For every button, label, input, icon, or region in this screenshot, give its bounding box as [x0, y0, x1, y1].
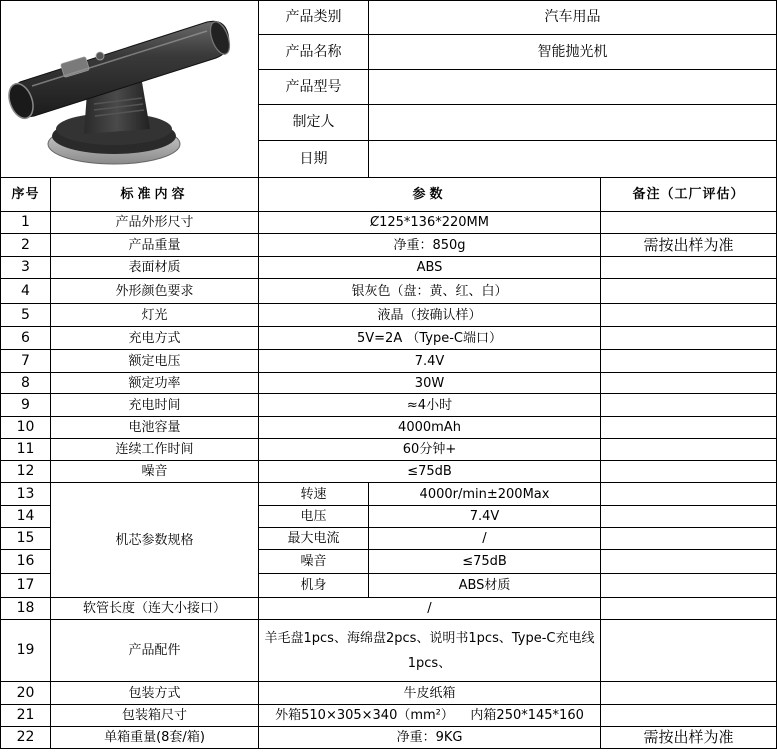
row-seq: 7: [1, 350, 51, 373]
column-header-item: 标准内容: [51, 178, 259, 212]
row-seq: 1: [1, 212, 51, 234]
row-param: 4000mAh: [259, 417, 601, 439]
row-item: 灯光: [51, 304, 259, 327]
row-seq: 19: [1, 620, 51, 682]
column-header-param: 参数: [259, 178, 601, 212]
row-seq: 11: [1, 439, 51, 461]
row-note: [601, 461, 777, 483]
header-value: [369, 105, 777, 141]
core-sub-label: 转速: [259, 483, 369, 506]
row-note: [601, 528, 777, 550]
row-seq: 8: [1, 373, 51, 394]
header-value: [369, 141, 777, 178]
row-item: 额定电压: [51, 350, 259, 373]
core-sub-value: 4000r/min±200Max: [369, 483, 601, 506]
row-note: 需按出样为准: [601, 727, 777, 749]
column-header-seq: 序号: [1, 178, 51, 212]
row-param: ≈4小时: [259, 394, 601, 417]
row-note: [601, 550, 777, 574]
core-sub-label: 机身: [259, 574, 369, 598]
row-note: [601, 483, 777, 506]
header-label: 制定人: [259, 105, 369, 141]
row-param: 30W: [259, 373, 601, 394]
row-note: 需按出样为准: [601, 234, 777, 257]
row-param: Ȼ125*136*220MM: [259, 212, 601, 234]
row-item: 噪音: [51, 461, 259, 483]
row-seq: 21: [1, 705, 51, 727]
row-seq: 9: [1, 394, 51, 417]
row-item: 外形颜色要求: [51, 279, 259, 304]
row-item: 包装箱尺寸: [51, 705, 259, 727]
core-sub-label: 噪音: [259, 550, 369, 574]
row-seq: 2: [1, 234, 51, 257]
row-item: 额定功率: [51, 373, 259, 394]
row-param: /: [259, 598, 601, 620]
row-seq: 5: [1, 304, 51, 327]
row-item: 包装方式: [51, 682, 259, 705]
row-seq: 12: [1, 461, 51, 483]
core-sub-label: 电压: [259, 506, 369, 528]
row-note: [601, 417, 777, 439]
row-item: 电池容量: [51, 417, 259, 439]
header-value: [369, 70, 777, 105]
row-seq: 20: [1, 682, 51, 705]
row-param: 5V=2A （Type-C端口）: [259, 327, 601, 350]
row-note: [601, 327, 777, 350]
row-note: [601, 620, 777, 682]
core-item: 机芯参数规格: [51, 483, 259, 598]
row-note: [601, 439, 777, 461]
header-value: 汽车用品: [369, 1, 777, 35]
row-seq: 22: [1, 727, 51, 749]
polisher-product-image: [2, 4, 257, 174]
header-label: 产品型号: [259, 70, 369, 105]
row-item: 产品配件: [51, 620, 259, 682]
row-param: 60分钟+: [259, 439, 601, 461]
row-seq: 15: [1, 528, 51, 550]
product-image-cell: [1, 1, 259, 178]
row-item: 产品重量: [51, 234, 259, 257]
row-param: 净重：9KG: [259, 727, 601, 749]
row-item: 软管长度（连大小接口）: [51, 598, 259, 620]
row-param: 7.4V: [259, 350, 601, 373]
row-note: [601, 506, 777, 528]
header-label: 产品类别: [259, 1, 369, 35]
row-param: 液晶（按确认样）: [259, 304, 601, 327]
row-seq: 14: [1, 506, 51, 528]
row-note: [601, 682, 777, 705]
row-seq: 6: [1, 327, 51, 350]
row-param: 外箱510×305×340（mm²） 内箱250*145*160: [259, 705, 601, 727]
row-param: ≤75dB: [259, 461, 601, 483]
row-seq: 18: [1, 598, 51, 620]
row-item: 表面材质: [51, 257, 259, 279]
core-sub-value: ABS材质: [369, 574, 601, 598]
header-label: 产品名称: [259, 35, 369, 70]
row-param: 银灰色（盘：黄、红、白）: [259, 279, 601, 304]
row-note: [601, 279, 777, 304]
row-item: 充电时间: [51, 394, 259, 417]
row-item: 充电方式: [51, 327, 259, 350]
row-note: [601, 212, 777, 234]
row-note: [601, 350, 777, 373]
row-note: [601, 705, 777, 727]
row-item: 连续工作时间: [51, 439, 259, 461]
column-header-note: 备注（工厂评估）: [601, 178, 777, 212]
row-note: [601, 257, 777, 279]
row-item: 产品外形尺寸: [51, 212, 259, 234]
row-param: 净重：850g: [259, 234, 601, 257]
row-param: 牛皮纸箱: [259, 682, 601, 705]
header-label: 日期: [259, 141, 369, 178]
row-seq: 10: [1, 417, 51, 439]
row-seq: 17: [1, 574, 51, 598]
row-note: [601, 304, 777, 327]
row-note: [601, 574, 777, 598]
row-note: [601, 394, 777, 417]
row-param: 羊毛盘1pcs、海绵盘2pcs、说明书1pcs、Type-C充电线1pcs、: [259, 620, 601, 682]
row-seq: 13: [1, 483, 51, 506]
core-sub-label: 最大电流: [259, 528, 369, 550]
row-seq: 3: [1, 257, 51, 279]
row-note: [601, 373, 777, 394]
core-sub-value: 7.4V: [369, 506, 601, 528]
row-seq: 16: [1, 550, 51, 574]
row-item: 单箱重量(8套/箱): [51, 727, 259, 749]
core-sub-value: /: [369, 528, 601, 550]
row-param: ABS: [259, 257, 601, 279]
row-note: [601, 598, 777, 620]
header-value: 智能抛光机: [369, 35, 777, 70]
row-seq: 4: [1, 279, 51, 304]
core-sub-value: ≤75dB: [369, 550, 601, 574]
